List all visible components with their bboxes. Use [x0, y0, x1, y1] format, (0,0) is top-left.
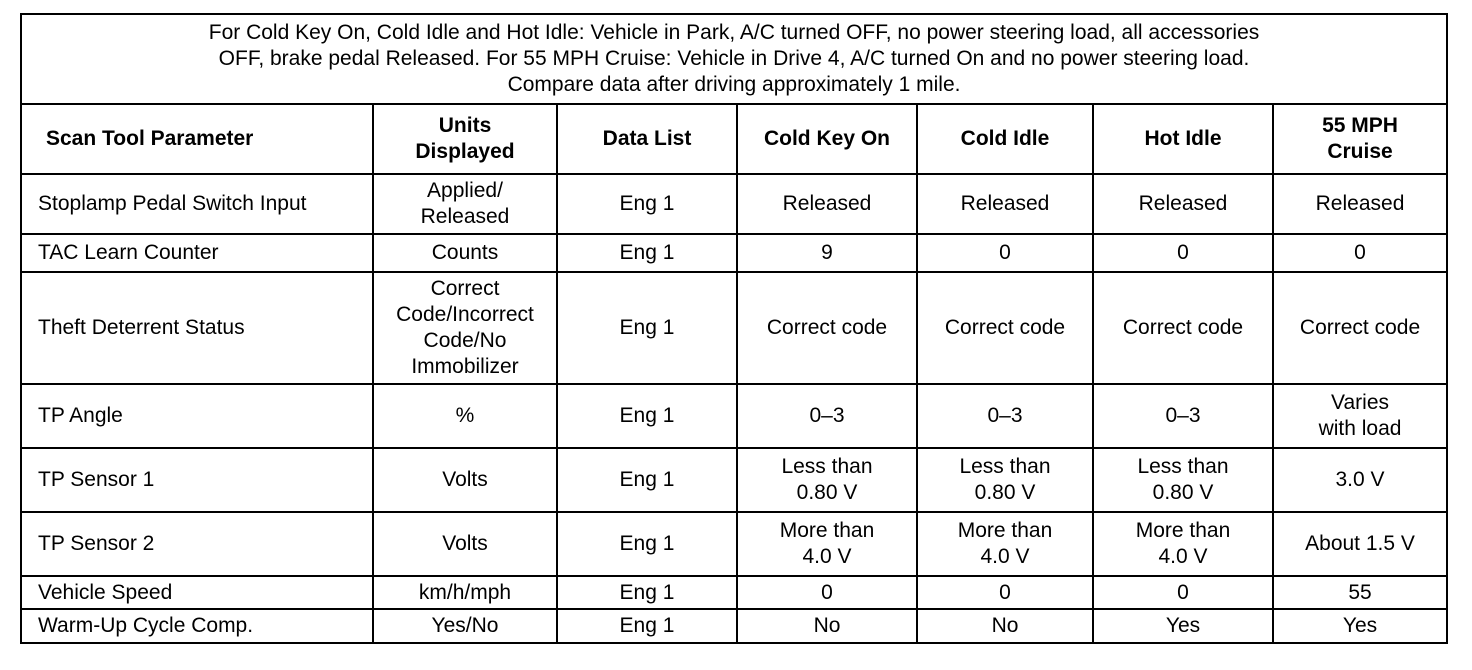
cell-text: Released — [782, 192, 872, 215]
cell-text: More than — [1135, 519, 1231, 542]
hot-idle-cell — [1093, 174, 1273, 234]
cell-text: 0–3 — [809, 404, 845, 427]
header-hot-idle — [1093, 104, 1273, 174]
parameter-cell: TAC Learn Counter — [21, 234, 373, 272]
units-cell — [373, 576, 557, 609]
header-label: Displayed — [415, 140, 515, 163]
cruise-55-mph-cell — [1273, 234, 1447, 272]
cell-text: 55 — [1348, 580, 1372, 604]
conditions-line: For Cold Key On, Cold Idle and Hot Idle: Vehicle in Park, A/C turned OFF, no power steering load, all accessories — [208, 21, 1260, 44]
hot-idle-cell — [1093, 576, 1273, 609]
data-list-cell: Eng 1 — [557, 384, 737, 448]
parameter-cell: TP Sensor 1 — [21, 448, 373, 512]
cold-idle-cell — [917, 448, 1093, 512]
cell-text: Code/No — [423, 329, 507, 352]
cruise-55-mph-cell — [1273, 174, 1447, 234]
cold-key-on-cell — [737, 174, 917, 234]
cold-key-on-cell — [737, 609, 917, 643]
parameter-cell: TP Angle — [21, 384, 373, 448]
data-list-cell: Eng 1 — [557, 448, 737, 512]
hot-idle-cell — [1093, 272, 1273, 384]
cell-text: Correct — [430, 277, 500, 300]
cell-text: Correct code — [1299, 316, 1421, 339]
parameter-cell: Warm-Up Cycle Comp. — [21, 609, 373, 643]
cruise-55-mph-cell — [1273, 384, 1447, 448]
cell-text: Counts — [431, 241, 499, 264]
cell-text: About 1.5 V — [1305, 532, 1415, 555]
cell-text: More than — [957, 519, 1053, 542]
hot-idle-cell — [1093, 448, 1273, 512]
cold-idle-cell — [917, 576, 1093, 609]
cell-text: Applied/ — [427, 179, 503, 202]
table-row — [21, 174, 1447, 234]
data-list-cell: Eng 1 — [557, 174, 737, 234]
cell-text: No — [991, 614, 1019, 637]
header-label: Cold Key On — [763, 127, 890, 150]
cell-text: 0–3 — [1165, 404, 1201, 427]
cell-text: Released — [960, 192, 1050, 215]
cell-text: Released — [1315, 192, 1405, 215]
cold-key-on-cell — [737, 448, 917, 512]
cold-idle-cell — [917, 384, 1093, 448]
cell-text: Less than — [1137, 455, 1229, 478]
cold-key-on-cell — [737, 272, 917, 384]
header-label: 55 MPH — [1322, 114, 1398, 137]
cold-key-on-cell — [737, 234, 917, 272]
cell-text: Correct code — [944, 316, 1066, 339]
header-55-mph-cruise — [1273, 104, 1447, 174]
parameter-cell: Vehicle Speed — [21, 576, 373, 609]
conditions-line: OFF, brake pedal Released. For 55 MPH Cruise: Vehicle in Drive 4, A/C turned On and no power steering load. — [218, 47, 1250, 70]
scan-tool-data-table — [20, 13, 1448, 644]
conditions-row — [21, 14, 1447, 104]
table-row — [21, 234, 1447, 272]
table-row — [21, 384, 1447, 448]
cell-text: Released — [1138, 192, 1228, 215]
units-cell — [373, 384, 557, 448]
header-data-list — [557, 104, 737, 174]
cell-text: 0–3 — [987, 404, 1023, 427]
cell-text: Varies — [1331, 391, 1389, 414]
units-cell — [373, 272, 557, 384]
data-list-cell: Eng 1 — [557, 234, 737, 272]
header-label: Units — [438, 114, 492, 137]
cell-text: Yes — [1165, 614, 1201, 637]
cold-idle-cell — [917, 234, 1093, 272]
data-list-cell: Eng 1 — [557, 576, 737, 609]
cell-text: km/h/mph — [418, 580, 512, 604]
cold-idle-cell — [917, 272, 1093, 384]
cell-text: Released — [420, 205, 510, 228]
header-cold-key-on — [737, 104, 917, 174]
cell-text: 0 — [1177, 241, 1189, 264]
header-label: Data List — [602, 127, 692, 150]
cell-text: 4.0 V — [980, 545, 1030, 568]
table-row — [21, 512, 1447, 576]
cell-text: Volts — [442, 532, 488, 555]
cell-text: 0 — [821, 580, 833, 604]
cell-text: 0.80 V — [796, 481, 858, 504]
cell-text: Correct code — [766, 316, 888, 339]
table-row — [21, 272, 1447, 384]
parameter-cell: TP Sensor 2 — [21, 512, 373, 576]
data-list-cell: Eng 1 — [557, 512, 737, 576]
cell-text: Less than — [959, 455, 1051, 478]
cell-text: Code/Incorrect — [396, 303, 534, 326]
units-cell — [373, 512, 557, 576]
cell-text: 0 — [1354, 241, 1366, 264]
parameter-cell: Theft Deterrent Status — [21, 272, 373, 384]
cell-text: 4.0 V — [802, 545, 852, 568]
cell-text: Correct code — [1122, 316, 1244, 339]
cold-idle-cell — [917, 174, 1093, 234]
table-row — [21, 609, 1447, 643]
cold-key-on-cell — [737, 512, 917, 576]
table-row — [21, 448, 1447, 512]
cell-text: Volts — [442, 468, 488, 491]
cell-text: 0.80 V — [974, 481, 1036, 504]
header-label: Hot Idle — [1144, 127, 1222, 150]
header-label: Cruise — [1327, 140, 1393, 163]
data-list-cell: Eng 1 — [557, 272, 737, 384]
hot-idle-cell — [1093, 512, 1273, 576]
column-header-row — [21, 104, 1447, 174]
table-row — [21, 576, 1447, 609]
header-scan-tool-parameter — [21, 104, 373, 174]
test-conditions-note — [21, 14, 1447, 104]
cell-text: 0 — [999, 241, 1011, 264]
cruise-55-mph-cell — [1273, 576, 1447, 609]
cell-text: % — [455, 404, 475, 427]
cell-text: Yes/No — [431, 614, 499, 637]
cell-text: Less than — [781, 455, 873, 478]
header-label: Scan Tool Parameter — [46, 127, 254, 150]
header-cold-idle — [917, 104, 1093, 174]
header-units-displayed — [373, 104, 557, 174]
conditions-line: Compare data after driving approximately 1 mile. — [507, 73, 961, 96]
cruise-55-mph-cell — [1273, 609, 1447, 643]
cold-idle-cell — [917, 609, 1093, 643]
cruise-55-mph-cell — [1273, 448, 1447, 512]
hot-idle-cell — [1093, 609, 1273, 643]
cell-text: 9 — [821, 241, 833, 264]
cell-text: 0 — [999, 580, 1011, 604]
cold-key-on-cell — [737, 384, 917, 448]
cell-text: More than — [779, 519, 875, 542]
data-list-cell: Eng 1 — [557, 609, 737, 643]
cell-text: Yes — [1342, 614, 1378, 637]
units-cell — [373, 448, 557, 512]
cell-text: No — [813, 614, 841, 637]
cell-text: 0 — [1177, 580, 1189, 604]
hot-idle-cell — [1093, 234, 1273, 272]
cruise-55-mph-cell — [1273, 272, 1447, 384]
cell-text: Immobilizer — [411, 355, 519, 378]
units-cell — [373, 174, 557, 234]
cold-idle-cell — [917, 512, 1093, 576]
cold-key-on-cell — [737, 576, 917, 609]
parameter-cell: Stoplamp Pedal Switch Input — [21, 174, 373, 234]
units-cell — [373, 609, 557, 643]
units-cell — [373, 234, 557, 272]
cell-text: 0.80 V — [1152, 481, 1214, 504]
cruise-55-mph-cell — [1273, 512, 1447, 576]
hot-idle-cell — [1093, 384, 1273, 448]
cell-text: with load — [1318, 417, 1402, 440]
header-label: Cold Idle — [960, 127, 1050, 150]
cell-text: 4.0 V — [1158, 545, 1208, 568]
cell-text: 3.0 V — [1335, 468, 1385, 491]
